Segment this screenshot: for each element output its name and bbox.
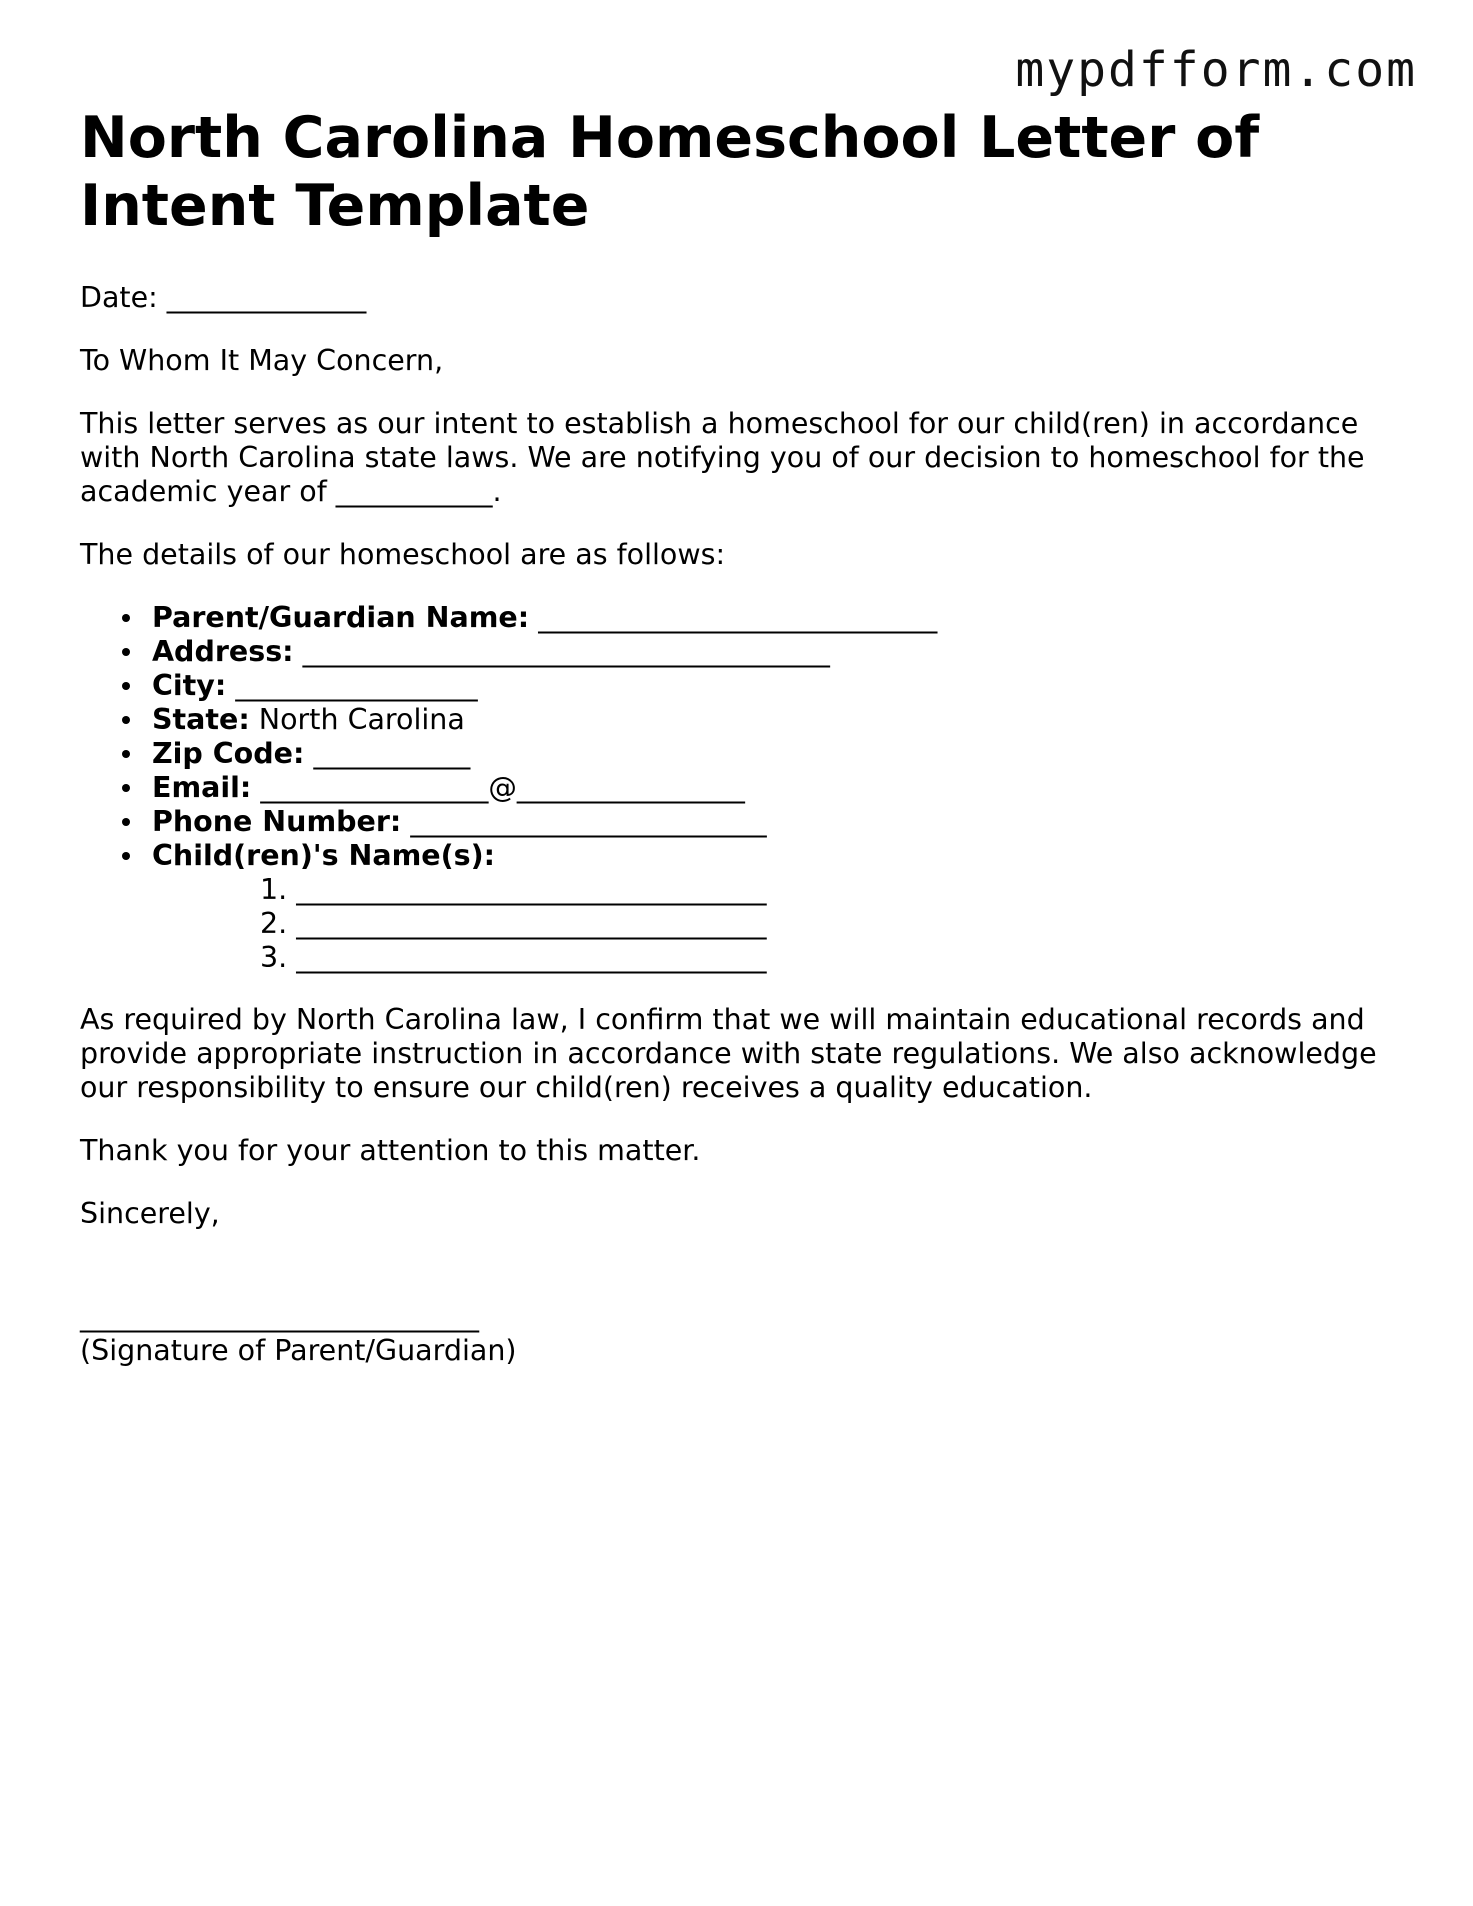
- site-watermark: mypdfform.com: [1015, 42, 1417, 98]
- detail-label: City:: [152, 669, 227, 702]
- detail-phone: [152, 805, 1400, 839]
- detail-value: _____________________________________: [302, 635, 830, 668]
- children-list: [152, 873, 1400, 975]
- detail-label: State:: [152, 703, 250, 736]
- detail-state: [152, 703, 1400, 737]
- detail-parent-name: [152, 601, 1400, 635]
- thanks-line: Thank you for your attention to this matter.: [80, 1134, 701, 1167]
- child-entry: 2. _________________________________: [260, 907, 767, 940]
- detail-email: [152, 771, 1400, 805]
- detail-value: _________________: [235, 669, 478, 702]
- detail-value: ___________: [313, 737, 471, 770]
- detail-label: Zip Code:: [152, 737, 305, 770]
- confirmation-paragraph: As required by North Carolina law, I confirm that we will maintain educational records and provide appropriate instruction in accordance with state regulations. We also acknowledge our responsibility to ensure our child(ren) receives a quality education.: [80, 1003, 1377, 1104]
- detail-label: Phone Number:: [152, 805, 402, 838]
- page-title: North Carolina Homeschool Letter of Intent Template: [80, 105, 1260, 239]
- child-entry: 1. _________________________________: [260, 873, 767, 906]
- letter-page: [80, 104, 1400, 1368]
- details-list: [80, 601, 1400, 975]
- detail-label: Child(ren)'s Name(s):: [152, 839, 496, 872]
- detail-label: Email:: [152, 771, 252, 804]
- detail-address: [152, 635, 1400, 669]
- salutation: To Whom It May Concern,: [80, 344, 444, 377]
- detail-label: Address:: [152, 635, 294, 668]
- details-intro: The details of our homeschool are as follows:: [80, 538, 726, 571]
- signature-block: [80, 1260, 1400, 1368]
- intro-paragraph: This letter serves as our intent to establish a homeschool for our child(ren) in accordance with North Carolina state laws. We are notifying you of our decision to homeschool for the academic year of ___________.: [80, 407, 1365, 508]
- detail-value: ________________@________________: [260, 771, 745, 804]
- child-entry: 3. _________________________________: [260, 941, 767, 974]
- signature-caption: (Signature of Parent/Guardian): [80, 1334, 517, 1367]
- detail-value: ____________________________: [538, 601, 938, 634]
- closing-line: Sincerely,: [80, 1197, 220, 1230]
- date-line: Date: ______________: [80, 281, 367, 314]
- signature-line: ____________________________: [80, 1300, 479, 1333]
- detail-children: [152, 839, 1400, 975]
- detail-zip: [152, 737, 1400, 771]
- detail-value: _________________________: [410, 805, 767, 838]
- detail-city: [152, 669, 1400, 703]
- detail-label: Parent/Guardian Name:: [152, 601, 530, 634]
- detail-value: North Carolina: [258, 703, 465, 736]
